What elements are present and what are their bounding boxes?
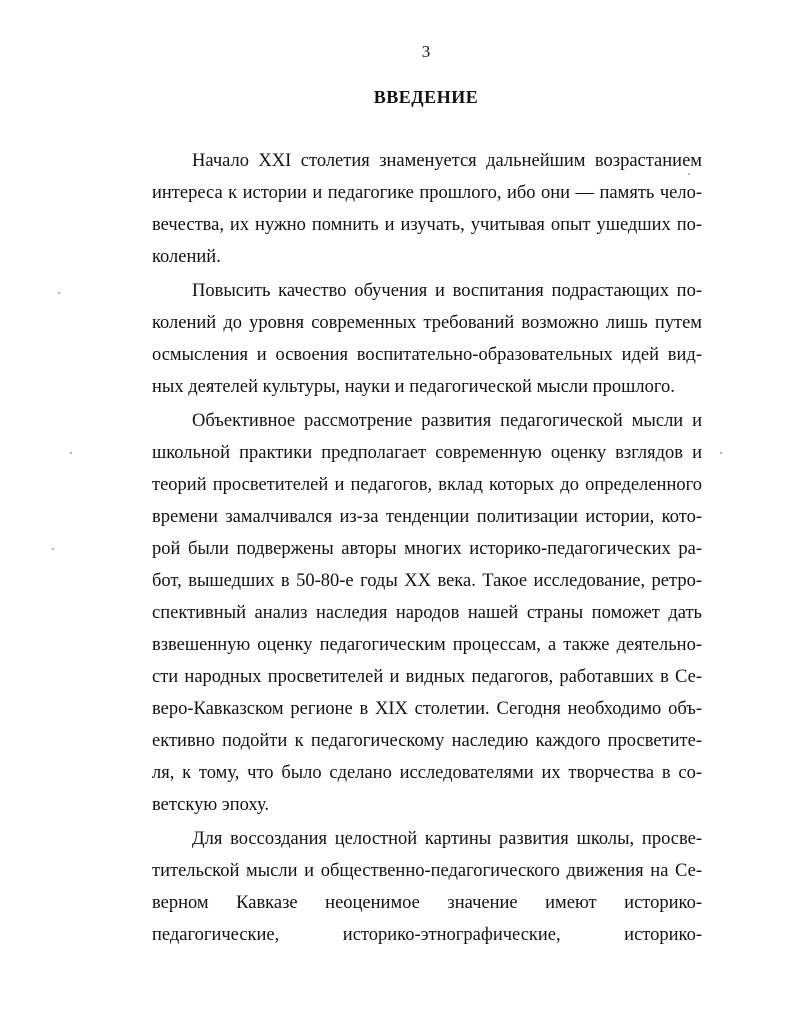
text-line: Для воссоздания целостной картины развития школы, просве-	[192, 829, 702, 849]
text-line: рой были подвержены авторы многих историко-педагогических ра-	[152, 539, 702, 559]
scan-speck	[58, 292, 60, 294]
text-line: колений до уровня современных требований возможно лишь путем	[152, 313, 702, 333]
scan-speck	[70, 452, 72, 454]
scan-speck	[52, 548, 54, 550]
text-line: сти народных просветителей и видных педагогов, работавших в Се-	[152, 667, 702, 687]
text-line: тительской мысли и общественно-педагогического движения на Се-	[152, 861, 702, 881]
text-line: веро-Кавказском регионе в XIX столетии. Сегодня необходимо объ-	[152, 699, 702, 719]
text-line: колений.	[152, 247, 221, 267]
text-line: вечества, их нужно помнить и изучать, учитывая опыт ушедших по-	[152, 215, 702, 235]
text-line: осмысления и освоения воспитательно-образовательных идей вид-	[152, 345, 702, 365]
page-number: 3	[421, 42, 431, 61]
text-line: Повысить качество обучения и воспитания подрастающих по-	[192, 281, 702, 301]
text-line: Начало XXI столетия знаменуется дальнейшим возрастанием	[192, 151, 702, 171]
text-line: школьной практики предполагает современную оценку взглядов и	[152, 443, 702, 463]
section-heading: ВВЕДЕНИЕ	[373, 87, 479, 107]
text-line: верном Кавказе неоценимое значение имеют историко-	[152, 893, 702, 913]
text-line: ективно подойти к педагогическому наследию каждого просветите-	[152, 731, 702, 751]
scan-speck	[688, 173, 690, 175]
text-line: взвешенную оценку педагогическим процессам, а также деятельно-	[152, 635, 702, 655]
text-line: Объективное рассмотрение развития педагогической мысли и	[192, 411, 702, 431]
text-line: бот, вышедших в 50-80-е годы XX века. Такое исследование, ретро-	[152, 571, 702, 591]
text-line: ных деятелей культуры, науки и педагогической мысли прошлого.	[152, 377, 675, 397]
text-line: ветскую эпоху.	[152, 795, 269, 815]
text-line: ля, к тому, что было сделано исследователями их творчества в со-	[152, 763, 702, 783]
text-line: спективный анализ наследия народов нашей страны поможет дать	[152, 603, 702, 623]
text-line: времени замалчивался из-за тенденции политизации истории, кото-	[152, 507, 702, 527]
text-line: интереса к истории и педагогике прошлого, ибо они — память чело-	[152, 183, 702, 203]
text-line: теорий просветителей и педагогов, вклад которых до определенного	[152, 475, 702, 495]
scan-speck	[720, 452, 722, 454]
text-line: педагогические, историко-этнографические, историко-	[152, 925, 702, 945]
